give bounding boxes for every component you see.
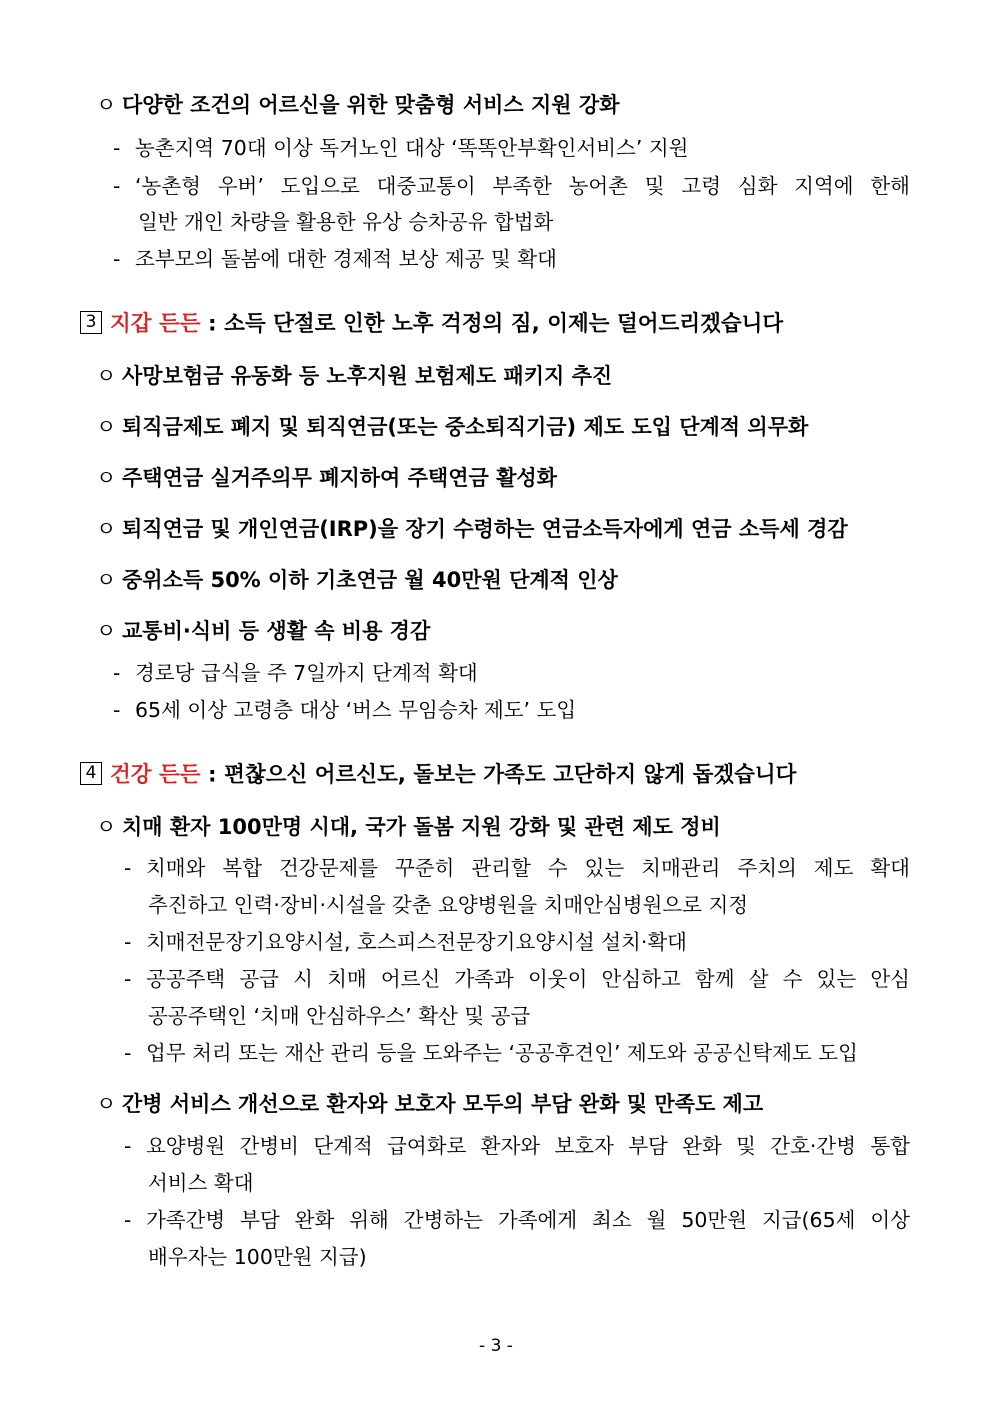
- continuation-text: 배우자는 100만원 지급): [148, 1245, 367, 1269]
- dash-item: [124, 858, 910, 879]
- dash-item: [113, 249, 557, 270]
- dash-mark: -: [124, 930, 132, 954]
- dash-item: [124, 1136, 910, 1157]
- dash-item: [113, 176, 910, 197]
- dash-mark: -: [124, 1041, 132, 1065]
- circle-bullet: ㅇ: [96, 568, 117, 592]
- bullet-text: 퇴직연금 및 개인연금(IRP)을 장기 수령하는 연금소득자에게 연금 소득세 경감: [122, 517, 848, 541]
- bullet-text: 사망보험금 유동화 등 노후지원 보험제도 패키지 추진: [122, 364, 613, 388]
- bullet-item: [96, 468, 557, 489]
- dash-text: 치매전문장기요양시설, 호스피스전문장기요양시설 설치·확대: [146, 930, 687, 954]
- circle-bullet: ㅇ: [96, 619, 117, 643]
- section-subtitle: 소득 단절로 인한 노후 걱정의 짐, 이제는 덜어드리겠습니다: [224, 311, 784, 337]
- dash-item: [124, 969, 910, 990]
- dash-text: 요양병원 간병비 단계적 급여화로 환자와 보호자 부담 완화 및 간호·간병 통합: [146, 1134, 910, 1158]
- circle-bullet: ㅇ: [96, 517, 117, 541]
- bullet-text: 간병 서비스 개선으로 환자와 보호자 모두의 부담 완화 및 만족도 제고: [122, 1092, 764, 1116]
- circle-bullet: ㅇ: [96, 1092, 117, 1116]
- dash-text: 65세 이상 고령층 대상 ‘버스 무임승차 제도’ 도입: [135, 698, 577, 722]
- bullet-item: [96, 1094, 763, 1115]
- dash-mark: -: [113, 698, 121, 722]
- bullet-item: [96, 417, 808, 438]
- bullet-item: [96, 95, 619, 116]
- circle-bullet: ㅇ: [96, 415, 117, 439]
- dash-mark: -: [124, 1134, 132, 1158]
- bullet-item: [96, 519, 848, 540]
- section-heading: [80, 313, 783, 336]
- dash-text: 농촌지역 70대 이상 독거노인 대상 ‘똑똑안부확인서비스’ 지원: [135, 136, 689, 160]
- circle-bullet: ㅇ: [96, 93, 117, 117]
- dash-mark: -: [113, 174, 121, 198]
- section-subtitle: 편찮으신 어르신도, 돌보는 가족도 고단하지 않게 돕겠습니다: [224, 762, 797, 788]
- section-colon: :: [200, 762, 225, 788]
- circle-bullet: ㅇ: [96, 364, 117, 388]
- dash-text: 조부모의 돌봄에 대한 경제적 보상 제공 및 확대: [135, 247, 557, 271]
- bullet-item: [96, 817, 721, 838]
- dash-mark: -: [124, 967, 132, 991]
- continuation-text: 일반 개인 차량을 활용한 유상 승차공유 합법화: [138, 210, 554, 234]
- bullet-text: 치매 환자 100만명 시대, 국가 돌봄 지원 강화 및 관련 제도 정비: [122, 815, 721, 839]
- dash-mark: -: [113, 136, 121, 160]
- bullet-item: [96, 621, 430, 642]
- dash-mark: -: [113, 247, 121, 271]
- dash-text: 치매와 복합 건강문제를 꾸준히 관리할 수 있는 치매관리 주치의 제도 확대: [146, 856, 910, 880]
- circle-bullet: ㅇ: [96, 466, 117, 490]
- section-keyword: 지갑 든든: [110, 311, 201, 337]
- dash-item: [124, 1043, 858, 1064]
- continuation-text: 서비스 확대: [148, 1171, 254, 1195]
- dash-text: 공공주택 공급 시 치매 어르신 가족과 이웃이 안심하고 함께 살 수 있는 안심: [146, 967, 910, 991]
- dash-text: 업무 처리 또는 재산 관리 등을 도와주는 ‘공공후견인’ 제도와 공공신탁제도 도입: [146, 1041, 858, 1065]
- bullet-text: 퇴직금제도 폐지 및 퇴직연금(또는 중소퇴직기금) 제도 도입 단계적 의무화: [122, 415, 809, 439]
- section-number-box: 3: [80, 311, 102, 334]
- section-heading: [80, 764, 796, 787]
- dash-text: 가족간병 부담 완화 위해 간병하는 가족에게 최소 월 50만원 지급(65세 이상: [146, 1208, 910, 1232]
- dash-mark: -: [124, 1208, 132, 1232]
- dash-text: ‘농촌형 우버’ 도입으로 대중교통이 부족한 농어촌 및 고령 심화 지역에 한해: [135, 174, 910, 198]
- bullet-item: [96, 366, 612, 387]
- circle-bullet: ㅇ: [96, 815, 117, 839]
- dash-text: 경로당 급식을 주 7일까지 단계적 확대: [135, 661, 478, 685]
- bullet-text: 주택연금 실거주의무 폐지하여 주택연금 활성화: [122, 466, 557, 490]
- section-colon: :: [200, 311, 225, 337]
- continuation-text: 추진하고 인력·장비·시설을 갖춘 요양병원을 치매안심병원으로 지정: [148, 893, 749, 917]
- page-number: - 3 -: [479, 1336, 513, 1356]
- dash-item: [113, 700, 576, 721]
- bullet-text: 다양한 조건의 어르신을 위한 맞춤형 서비스 지원 강화: [122, 93, 620, 117]
- continuation-text: 공공주택인 ‘치매 안심하우스’ 확산 및 공급: [148, 1004, 531, 1028]
- bullet-item: [96, 570, 618, 591]
- dash-mark: -: [124, 856, 132, 880]
- dash-mark: -: [113, 661, 121, 685]
- bullet-text: 교통비·식비 등 생활 속 비용 경감: [122, 619, 431, 643]
- dash-item: [124, 1210, 910, 1231]
- section-number-box: 4: [80, 762, 102, 785]
- dash-item: [113, 138, 689, 159]
- dash-item: [124, 932, 687, 953]
- dash-item: [113, 663, 478, 684]
- bullet-text: 중위소득 50% 이하 기초연금 월 40만원 단계적 인상: [122, 568, 618, 592]
- section-keyword: 건강 든든: [110, 762, 201, 788]
